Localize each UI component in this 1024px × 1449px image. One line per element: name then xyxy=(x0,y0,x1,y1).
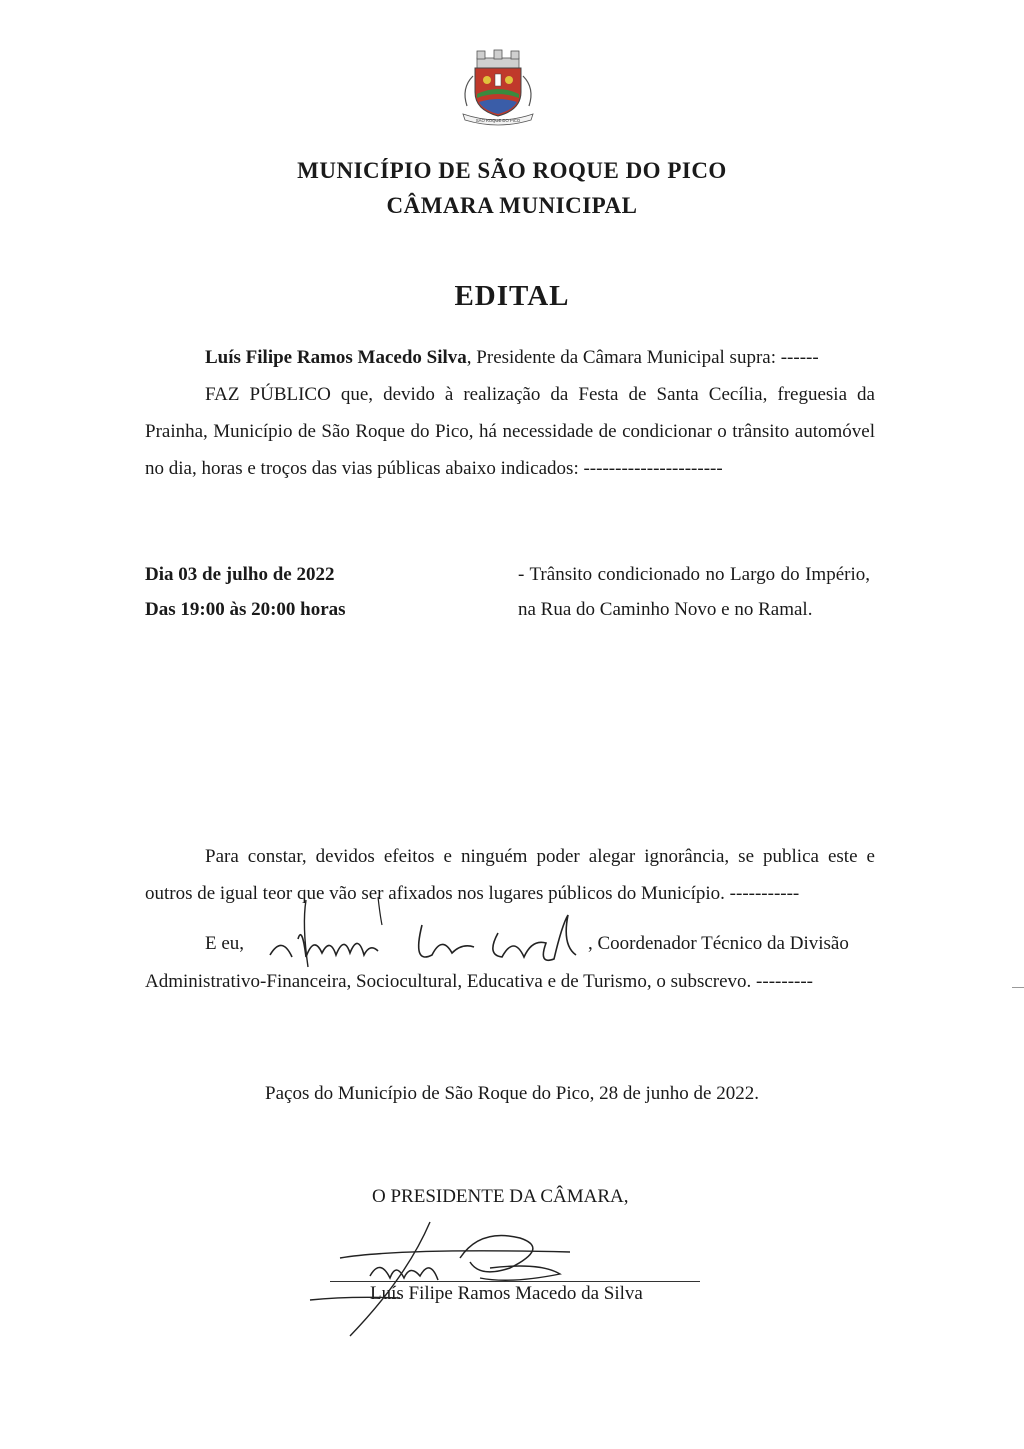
document-title: EDITAL xyxy=(454,280,570,312)
coat-of-arms-icon xyxy=(455,48,541,126)
schedule-date: Dia 03 de julho de 2022 xyxy=(145,564,335,585)
coordinator-signature xyxy=(262,895,592,985)
intro-section xyxy=(145,339,875,487)
closing-paragraph: Para constar, devidos efeitos e ninguém poder alegar ignorância, se publica este e outros de igual teor que vão ser afixados nos lugares públicos do Município. ----------- xyxy=(145,846,875,904)
subscription-line2: Administrativo-Financeira, Sociocultural, Educativa e de Turismo, o subscrevo. --------- xyxy=(145,971,813,992)
president-name: Luís Filipe Ramos Macedo Silva xyxy=(205,347,467,368)
place-date: Paços do Município de São Roque do Pico, 28 de junho de 2022. xyxy=(265,1083,759,1104)
subscription-suffix: , Coordenador Técnico da Divisão xyxy=(588,933,849,954)
intro-rest: , Presidente da Câmara Municipal supra: ------ xyxy=(466,347,819,368)
council-name: CÂMARA MUNICIPAL xyxy=(386,193,638,218)
president-signature xyxy=(310,1218,600,1338)
intro-line xyxy=(145,339,875,376)
municipality-name: MUNICÍPIO DE SÃO ROQUE DO PICO xyxy=(297,158,727,183)
schedule-description: - Trânsito condicionado no Largo do Império, na Rua do Caminho Novo e no Ramal. xyxy=(518,564,870,620)
signature-role: O PRESIDENTE DA CÂMARA, xyxy=(372,1186,629,1207)
crest-ribbon-text: SÃO ROQUE DO PICO xyxy=(475,118,521,123)
edge-mark xyxy=(1012,987,1024,988)
body-paragraph: FAZ PÚBLICO que, devido à realização da Festa de Santa Cecília, freguesia da Prainha, Município de São Roque do Pico, há necessidade de condicionar o trânsito automóvel no dia, horas e troços das vias públicas abaixo indicados: ---------------------- xyxy=(145,384,875,479)
schedule-when xyxy=(145,557,346,627)
subscription-prefix: E eu, xyxy=(205,933,245,954)
schedule-time: Das 19:00 às 20:00 horas xyxy=(145,599,346,620)
signer-name: Luís Filipe Ramos Macedo da Silva xyxy=(370,1283,643,1304)
